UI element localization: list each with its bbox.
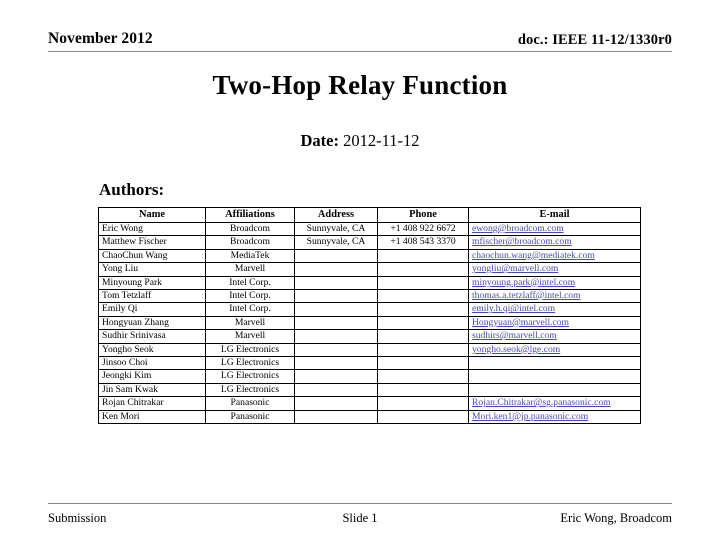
email-link[interactable]: chaochun.wang@mediatek.com: [472, 249, 595, 261]
cell-address: [295, 330, 378, 343]
table-row: [99, 276, 641, 289]
cell-email: [469, 397, 641, 410]
cell-phone: [378, 343, 469, 356]
cell-address: [295, 303, 378, 316]
cell-email: [469, 249, 641, 262]
footer-rule: [48, 503, 672, 504]
cell-affiliation: Panasonic: [206, 410, 295, 423]
cell-name: Eric Wong: [99, 223, 206, 236]
cell-affiliation: LG Electronics: [206, 343, 295, 356]
cell-email: [469, 330, 641, 343]
cell-email: [469, 223, 641, 236]
cell-affiliation: LG Electronics: [206, 370, 295, 383]
email-link[interactable]: mfischer@broadcom.com: [472, 236, 572, 248]
table-header-row: [99, 208, 641, 223]
cell-phone: [378, 316, 469, 329]
cell-name: Matthew Fischer: [99, 236, 206, 249]
cell-phone: [378, 263, 469, 276]
cell-affiliation: Intel Corp.: [206, 290, 295, 303]
cell-phone: [378, 370, 469, 383]
email-link[interactable]: Hongyuan@marvell.com: [472, 316, 570, 328]
cell-phone: [378, 397, 469, 410]
table-row: [99, 316, 641, 329]
slide-header: [48, 30, 672, 54]
cell-name: Jin Sam Kwak: [99, 383, 206, 396]
cell-address: [295, 316, 378, 329]
footer-slide-number: Slide 1: [342, 511, 378, 525]
email-link[interactable]: ewong@broadcom.com: [472, 223, 564, 234]
header-date: November 2012: [48, 30, 153, 47]
date-label: Date:: [300, 131, 339, 150]
column-header-affiliations: Affiliations: [206, 208, 295, 223]
cell-phone: [378, 249, 469, 262]
cell-name: Hongyuan Zhang: [99, 316, 206, 329]
cell-address: [295, 383, 378, 396]
cell-email: [469, 303, 641, 316]
column-header-phone: Phone: [378, 208, 469, 223]
cell-phone: [378, 357, 469, 370]
cell-phone: +1 408 922 6672: [378, 223, 469, 236]
column-header-name: Name: [99, 208, 206, 223]
cell-name: Ken Mori: [99, 410, 206, 423]
cell-phone: [378, 410, 469, 423]
cell-address: [295, 249, 378, 262]
table-row: [99, 263, 641, 276]
cell-name: ChaoChun Wang: [99, 249, 206, 262]
cell-email: [469, 357, 641, 370]
cell-phone: [378, 276, 469, 289]
cell-affiliation: LG Electronics: [206, 383, 295, 396]
cell-name: Yongho Seok: [99, 343, 206, 356]
table-row: [99, 410, 641, 423]
table-row: [99, 236, 641, 249]
email-link[interactable]: thomas.a.tetzlaff@intel.com: [472, 290, 581, 302]
table-row: [99, 249, 641, 262]
table-row: [99, 303, 641, 316]
cell-name: Tom Tetzlaff: [99, 290, 206, 303]
table-row: [99, 290, 641, 303]
cell-email: [469, 263, 641, 276]
authors-table: [98, 207, 641, 424]
authors-table-body: [99, 223, 641, 424]
cell-email: [469, 316, 641, 329]
email-link[interactable]: Rojan.Chitrakar@sg.panasonic.com: [472, 397, 611, 409]
email-link[interactable]: Mori.ken1@jp.panasonic.com: [472, 410, 589, 422]
column-header-address: Address: [295, 208, 378, 223]
authors-table-head: [99, 208, 641, 223]
cell-name: Yong Liu: [99, 263, 206, 276]
cell-address: [295, 370, 378, 383]
date-line: [0, 131, 720, 151]
footer-author: Eric Wong, Broadcom: [560, 511, 672, 525]
cell-address: [295, 276, 378, 289]
cell-name: Rojan Chitrakar: [99, 397, 206, 410]
cell-address: [295, 357, 378, 370]
cell-affiliation: Panasonic: [206, 397, 295, 410]
email-link[interactable]: sudhirs@marvell.com: [472, 330, 557, 342]
slide-footer: [48, 503, 672, 527]
footer-submission: Submission: [48, 511, 107, 525]
cell-phone: [378, 330, 469, 343]
email-link[interactable]: yongho.seok@lge.com: [472, 343, 561, 355]
cell-name: Sudhir Srinivasa: [99, 330, 206, 343]
cell-email: [469, 276, 641, 289]
cell-affiliation: MediaTek: [206, 249, 295, 262]
table-row: [99, 223, 641, 236]
cell-email: [469, 236, 641, 249]
table-row: [99, 383, 641, 396]
cell-email: [469, 343, 641, 356]
cell-phone: [378, 383, 469, 396]
cell-name: Minyoung Park: [99, 276, 206, 289]
cell-address: [295, 290, 378, 303]
cell-affiliation: LG Electronics: [206, 357, 295, 370]
email-link[interactable]: minyoung.park@intel.com: [472, 276, 576, 288]
email-link[interactable]: yongliu@marvell.com: [472, 263, 559, 275]
cell-affiliation: Broadcom: [206, 236, 295, 249]
header-rule: [48, 51, 672, 52]
cell-affiliation: Marvell: [206, 316, 295, 329]
cell-affiliation: Marvell: [206, 330, 295, 343]
cell-email: [469, 410, 641, 423]
date-value: 2012-11-12: [343, 131, 420, 150]
cell-affiliation: Marvell: [206, 263, 295, 276]
column-header-email: E-mail: [469, 208, 641, 223]
cell-name: Jeongki Kim: [99, 370, 206, 383]
cell-address: Sunnyvale, CA: [295, 223, 378, 236]
authors-heading: Authors:: [99, 180, 165, 199]
cell-name: Jinsoo Choi: [99, 357, 206, 370]
cell-address: [295, 263, 378, 276]
table-row: [99, 343, 641, 356]
cell-name: Emily Qi: [99, 303, 206, 316]
cell-affiliation: Broadcom: [206, 223, 295, 236]
email-link[interactable]: emily.h.qi@intel.com: [472, 303, 556, 315]
cell-email: [469, 383, 641, 396]
cell-address: [295, 410, 378, 423]
cell-address: [295, 343, 378, 356]
table-row: [99, 330, 641, 343]
cell-phone: [378, 290, 469, 303]
table-row: [99, 397, 641, 410]
cell-email: [469, 290, 641, 303]
cell-phone: +1 408 543 3370: [378, 236, 469, 249]
cell-email: [469, 370, 641, 383]
cell-affiliation: Intel Corp.: [206, 303, 295, 316]
cell-address: Sunnyvale, CA: [295, 236, 378, 249]
table-row: [99, 370, 641, 383]
cell-affiliation: Intel Corp.: [206, 276, 295, 289]
cell-phone: [378, 303, 469, 316]
page-title: Two-Hop Relay Function: [212, 70, 508, 100]
table-row: [99, 357, 641, 370]
cell-address: [295, 397, 378, 410]
header-doc-id: doc.: IEEE 11-12/1330r0: [517, 32, 672, 48]
